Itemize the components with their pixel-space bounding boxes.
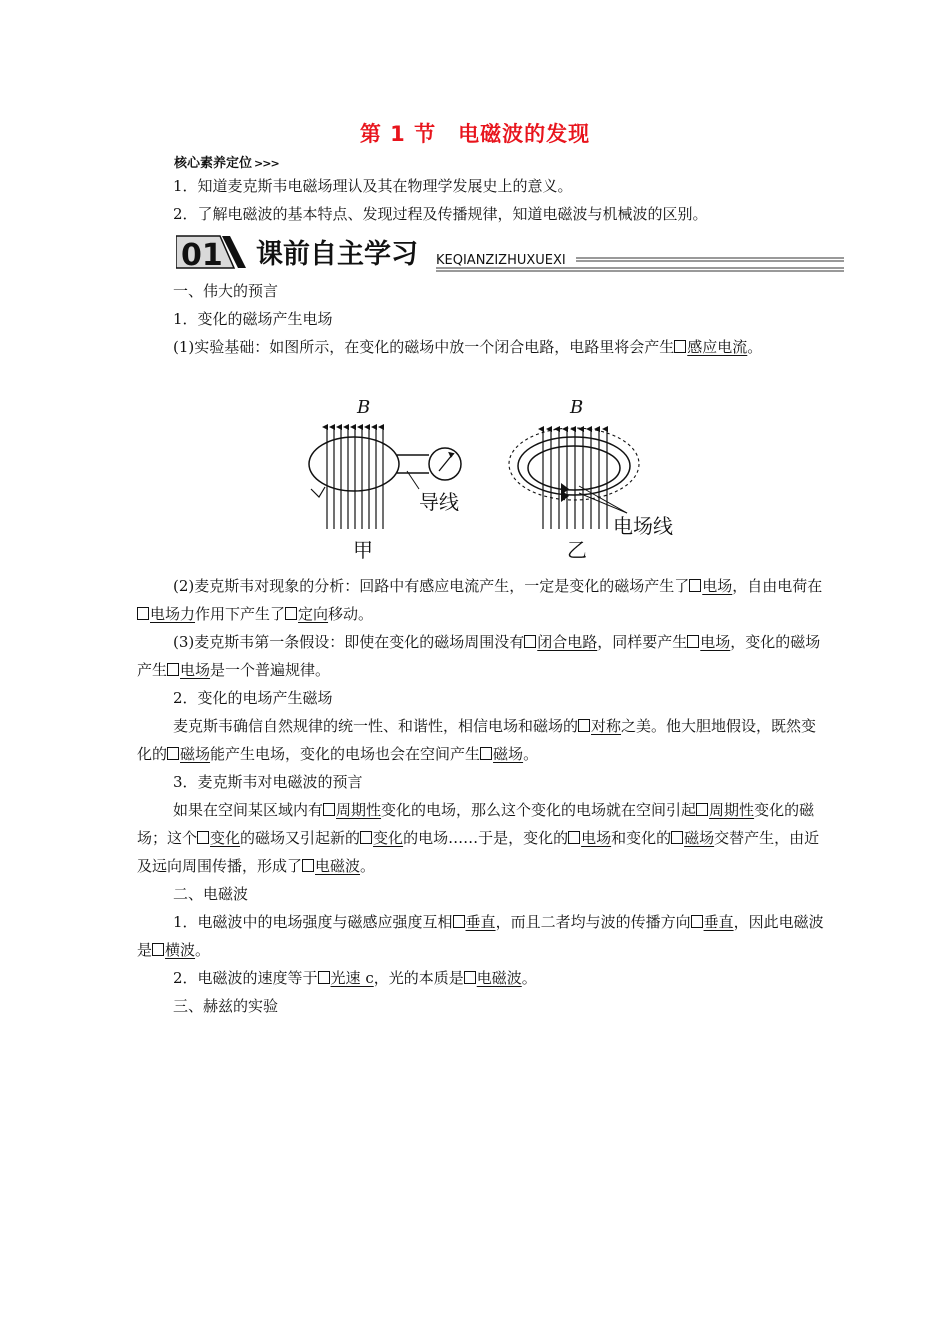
current-arrow-icon <box>311 487 325 497</box>
paragraph-symmetry: 麦克斯韦确信自然规律的统一性、和谐性，相信电场和磁场的 对称之美。他大胆地假设，既然变化的 磁场能产生电场，变化的电场也会在空间产生 磁场。 <box>137 717 817 763</box>
sub-heading-3: 3．麦克斯韦对电磁波的预言 <box>173 773 363 791</box>
heading-em-wave: 二、电磁波 <box>173 885 249 903</box>
chevrons-icon: >>> <box>254 157 279 170</box>
section-banner <box>176 232 844 274</box>
answer-blank: 电磁波 <box>302 857 360 875</box>
answer-blank: 电场力 <box>137 605 195 623</box>
figure-induction <box>289 389 697 567</box>
answer-blank: 感应电流 <box>674 338 747 356</box>
magnetic-field-label-right: B <box>570 397 584 418</box>
answer-blank: 电场 <box>568 829 611 847</box>
answer-blank: 磁场 <box>671 829 714 847</box>
answer-blank: 电场 <box>167 661 210 679</box>
caption-right: 乙 <box>567 538 587 562</box>
paragraph-analysis: (2)麦克斯韦对现象的分析：回路中有感应电流产生，一定是变化的磁场产生了 电场，自由电荷在电场力作用下产生了 定向移动。 <box>137 572 827 628</box>
answer-blank: 垂直 <box>691 913 734 931</box>
paragraph-prediction: 如果在空间某区域内有 周期性变化的电场，那么这个变化的电场就在空间引起 周期性变化的磁场；这个 变化的磁场又引起新的 变化的电场……于是，变化的 电场和变化的 磁场交替产生，由近及远向周围传播，形成了 电磁波。 <box>137 801 820 875</box>
answer-blank: 变化 <box>197 829 240 847</box>
page-title: 第 1 节 电磁波的发现 <box>359 122 591 146</box>
paragraph-speed: 2．电磁波的速度等于 光速 c，光的本质是 电磁波。 <box>173 969 537 987</box>
answer-blank: 电磁波 <box>464 969 522 987</box>
paragraph-hypothesis: (3)麦克斯韦第一条假设：即使在变化的磁场周围没有 闭合电路，同样要产生 电场，变化的磁场产生 电场是一个普遍规律。 <box>137 633 821 679</box>
answer-blank: 磁场 <box>480 745 523 763</box>
answer-blank: 电场 <box>687 633 730 651</box>
sub-heading-1: 1．变化的磁场产生电场 <box>173 310 333 328</box>
answer-blank: 周期性 <box>696 801 754 819</box>
answer-blank: 横波 <box>152 941 195 959</box>
answer-blank: 对称 <box>578 717 621 735</box>
electric-field-line-label: 电场线 <box>613 514 673 538</box>
paragraph-perpendicular: 1．电磁波中的电场强度与磁感应强度互相 垂直，而且二者均与波的传播方向 垂直，因此电磁波是 横波。 <box>137 913 824 959</box>
closed-circuit-loop <box>309 437 399 491</box>
core-literacy-label: 核心素养定位 <box>174 156 253 171</box>
answer-blank: 光速 c <box>318 969 374 987</box>
paragraph-experiment: (1)实验基础：如图所示，在变化的磁场中放一个闭合电路，电路里将会产生 感应电流。 <box>173 338 763 356</box>
banner-number: 01 <box>181 238 223 273</box>
magnetic-field-label-left: B <box>357 397 371 418</box>
heading-hertz: 三、赫兹的实验 <box>173 997 279 1015</box>
sub-heading-2: 2．变化的电场产生磁场 <box>173 689 333 707</box>
core-item-1: 1．知道麦克斯韦电磁场理认及其在物理学发展史上的意义。 <box>173 177 573 195</box>
answer-blank: 闭合电路 <box>524 633 597 651</box>
wire-leads <box>397 455 429 473</box>
wire-label: 导线 <box>419 490 459 514</box>
answer-blank: 磁场 <box>167 745 210 763</box>
field-line-ring <box>528 446 620 490</box>
answer-blank: 垂直 <box>453 913 496 931</box>
answer-blank: 变化 <box>360 829 403 847</box>
caption-left: 甲 <box>353 538 373 562</box>
heading-prophecy: 一、伟大的预言 <box>173 282 279 300</box>
field-lines-left <box>327 427 383 529</box>
core-item-2: 2．了解电磁波的基本特点、发现过程及传播规律，知道电磁波与机械波的区别。 <box>173 205 708 223</box>
field-lines-right <box>543 429 607 529</box>
banner-title: 课前自主学习 <box>256 239 418 270</box>
answer-blank: 周期性 <box>323 801 381 819</box>
core-literacy-heading <box>174 152 279 171</box>
answer-blank: 电场 <box>689 577 732 595</box>
banner-subtitle: KEQIANZIZHUXUEXI <box>436 253 566 268</box>
answer-blank: 定向 <box>285 605 328 623</box>
